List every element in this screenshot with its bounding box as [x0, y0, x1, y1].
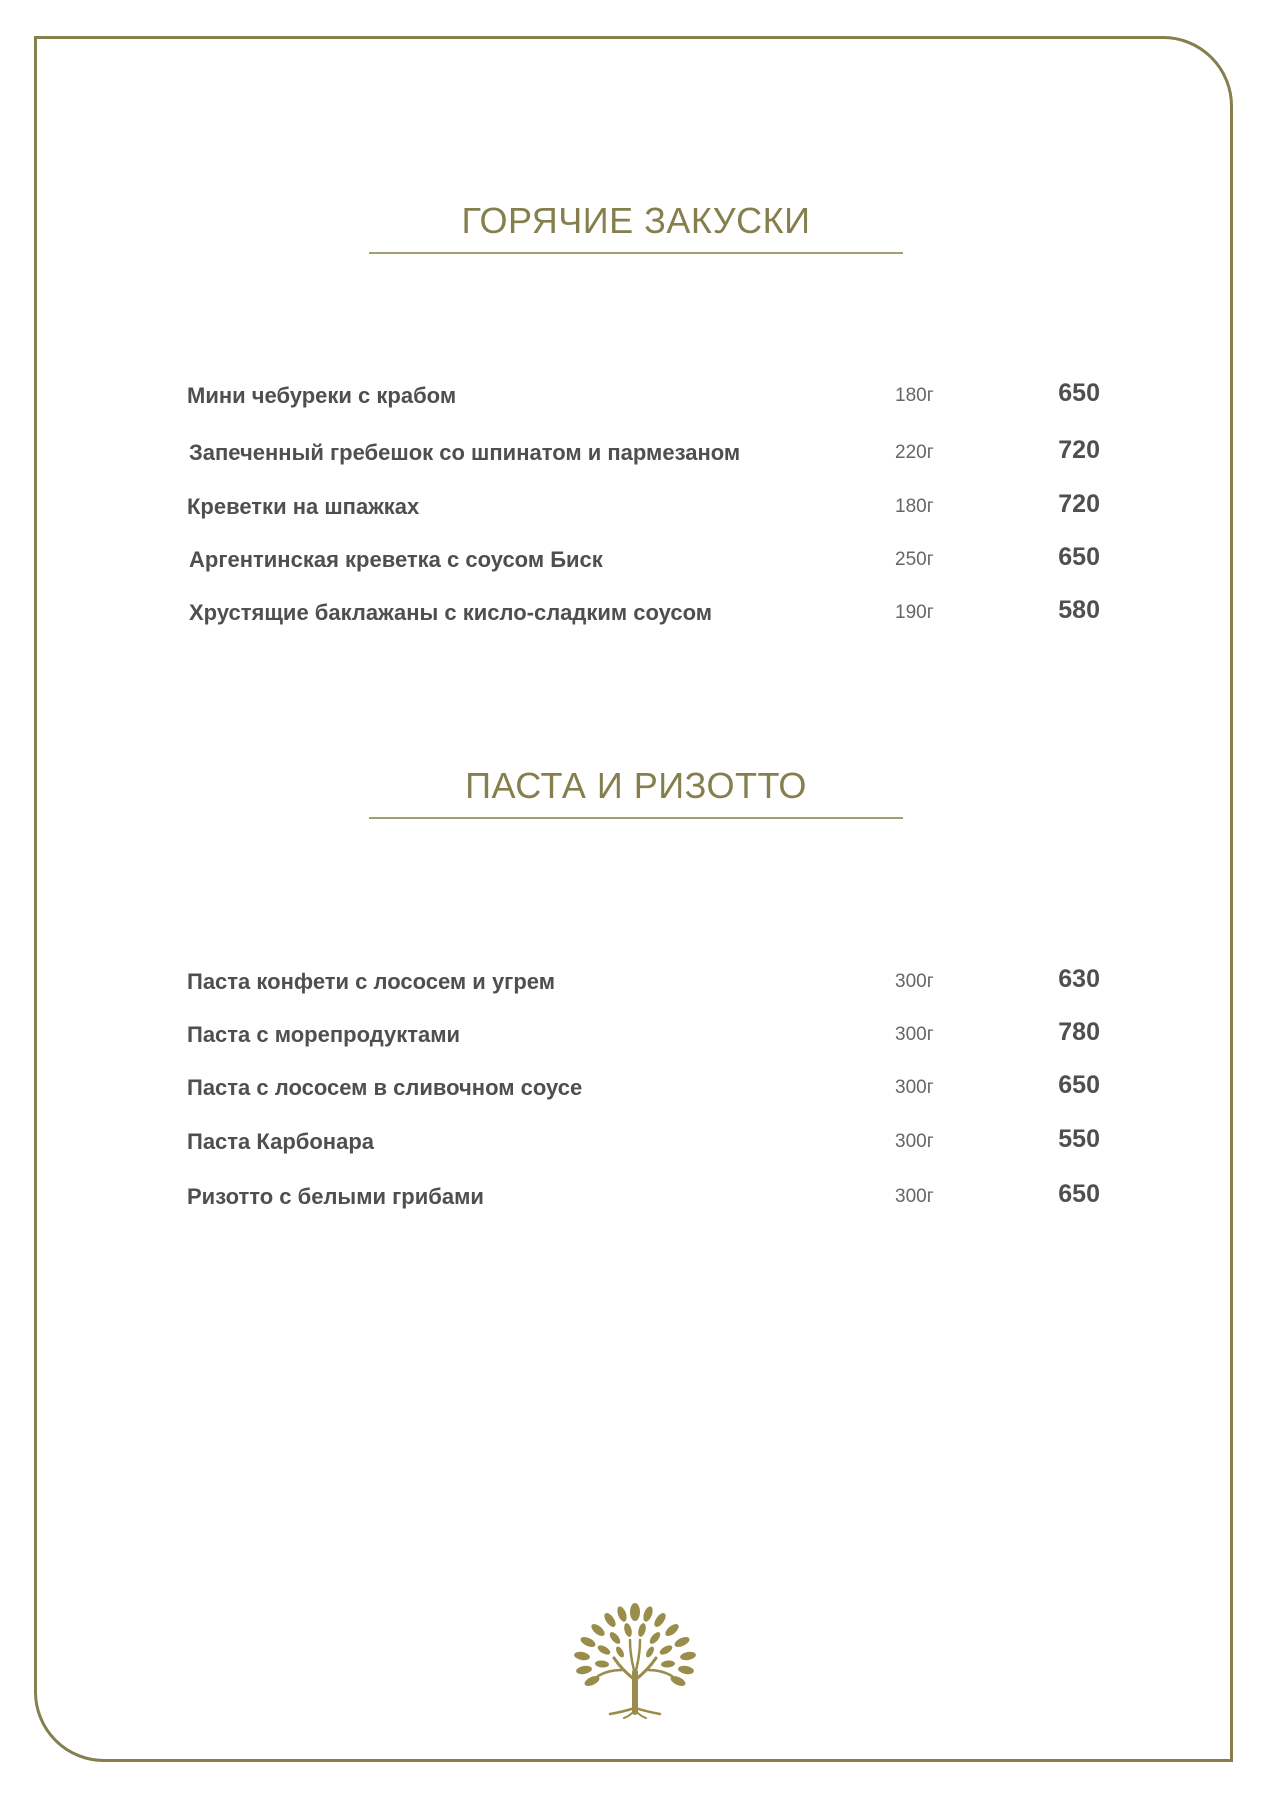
menu-item-weight: 250г — [895, 549, 934, 570]
menu-item-weight: 180г — [895, 385, 934, 406]
menu-item-price: 650 — [1058, 1071, 1100, 1099]
menu-item-price: 720 — [1058, 490, 1100, 518]
menu-item — [0, 490, 1272, 528]
menu-item — [0, 1018, 1272, 1056]
menu-item-name: Ризотто с белыми грибами — [187, 1184, 484, 1209]
menu-item — [0, 1071, 1272, 1109]
section-title-hot-appetizers: ГОРЯЧИЕ ЗАКУСКИ — [461, 200, 811, 241]
menu-item-name: Хрустящие баклажаны с кисло-сладким соусом — [189, 600, 713, 625]
menu-item-name: Паста с морепродуктами — [187, 1022, 461, 1047]
section-divider — [369, 252, 903, 254]
tree-logo-icon — [560, 1600, 710, 1720]
menu-item — [0, 436, 1272, 474]
menu-item-price: 720 — [1058, 436, 1100, 464]
menu-item-weight: 300г — [895, 1024, 934, 1045]
menu-item — [0, 1125, 1272, 1163]
menu-item-name: Паста с лососем в сливочном соусе — [187, 1075, 583, 1100]
menu-item-name: Паста Карбонара — [187, 1129, 374, 1154]
menu-item-price: 550 — [1058, 1125, 1100, 1153]
menu-item — [0, 379, 1272, 417]
menu-item-price: 630 — [1058, 965, 1100, 993]
menu-item-name: Аргентинская креветка с соусом Биск — [189, 547, 603, 572]
menu-item — [0, 1180, 1272, 1218]
section-title-pasta-risotto: ПАСТА И РИЗОТТО — [465, 765, 807, 806]
menu-item-price: 650 — [1058, 543, 1100, 571]
menu-item — [0, 965, 1272, 1003]
menu-item-weight: 300г — [895, 1186, 934, 1207]
menu-item-weight: 300г — [895, 1077, 934, 1098]
menu-item — [0, 596, 1272, 634]
menu-item-weight: 180г — [895, 496, 934, 517]
menu-item-price: 650 — [1058, 379, 1100, 407]
menu-item-weight: 190г — [895, 602, 934, 623]
menu-item-name: Мини чебуреки с крабом — [187, 383, 457, 408]
menu-item-price: 580 — [1058, 596, 1100, 624]
menu-item-name: Паста конфети с лососем и угрем — [187, 969, 555, 994]
menu-item-name: Запеченный гребешок со шпинатом и пармезаном — [189, 440, 741, 465]
menu-page-frame — [34, 36, 1233, 1762]
menu-item-weight: 300г — [895, 1131, 934, 1152]
section-divider — [369, 817, 903, 819]
menu-item-price: 780 — [1058, 1018, 1100, 1046]
menu-item-name: Креветки на шпажках — [187, 494, 420, 519]
menu-item-weight: 220г — [895, 442, 934, 463]
menu-item-weight: 300г — [895, 971, 934, 992]
menu-item — [0, 543, 1272, 581]
menu-item-price: 650 — [1058, 1180, 1100, 1208]
